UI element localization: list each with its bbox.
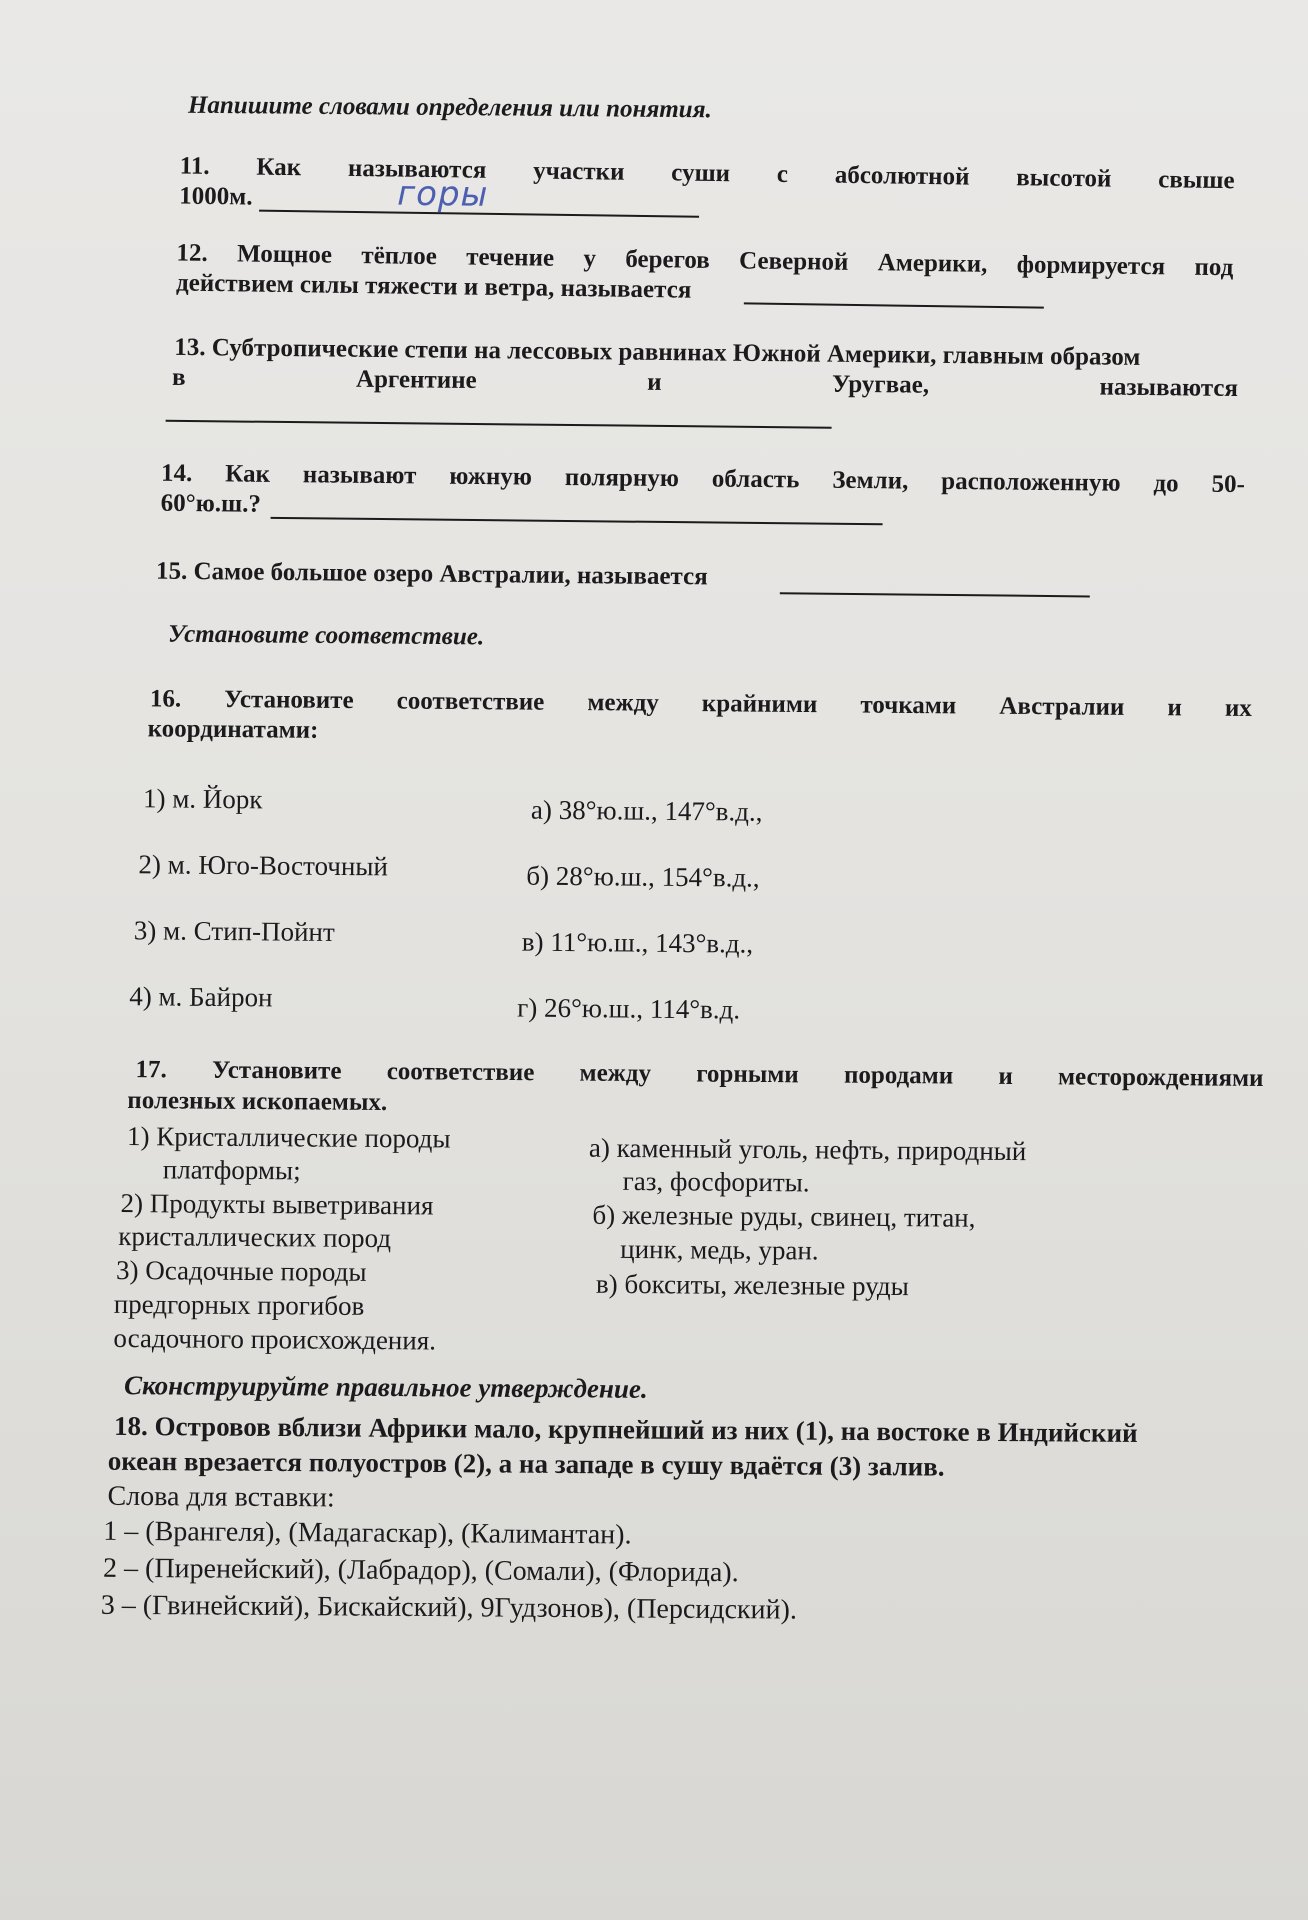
q16-word: крайними <box>701 690 818 719</box>
q16-word: 16. <box>149 685 182 713</box>
q13-answer-line <box>166 420 832 429</box>
q17-left-line: кристаллических пород <box>118 1220 392 1254</box>
q11-word: высотой <box>1016 164 1112 193</box>
q18-words-label: Слова для вставки: <box>107 1480 335 1514</box>
q12-word: Америки, <box>877 249 988 278</box>
q16-line-2: координатами: <box>147 715 319 744</box>
q16-left-item: 1) м. Йорк <box>142 783 263 815</box>
q12-word: Мощное <box>236 240 333 269</box>
q12-word: тёплое <box>361 242 437 271</box>
q17-left-line: 1) Кристаллические породы <box>126 1121 451 1154</box>
q17-left-line: осадочного происхождения. <box>113 1322 437 1356</box>
q17-right-line: газ, фосфориты. <box>622 1165 810 1198</box>
q11-word: абсолютной <box>834 161 970 191</box>
q14-word: полярную <box>564 463 680 493</box>
q14-word: до <box>1153 470 1179 498</box>
q15-text: 15. Самое большое озеро Австралии, называется <box>155 557 708 591</box>
q16-word: их <box>1224 694 1252 722</box>
q16-right-item: а) 38°ю.ш., 147°в.д., <box>530 794 763 827</box>
q17-word: месторождениями <box>1057 1063 1264 1092</box>
q11-handwritten-answer: горы <box>397 173 489 215</box>
q11-word: с <box>776 160 789 189</box>
q14-word: называют <box>302 461 417 490</box>
q17-word: между <box>579 1059 652 1088</box>
q17-left-line: платформы; <box>162 1154 301 1186</box>
q14-word: 50- <box>1211 470 1246 499</box>
section-heading-construct: Сконструируйте правильное утверждение. <box>123 1370 648 1404</box>
q13-word: в <box>171 363 186 391</box>
q17-right-line: в) бокситы, железные руды <box>595 1268 909 1302</box>
q17-right-line: цинк, медь, уран. <box>620 1233 819 1266</box>
q12-answer-line <box>744 302 1044 308</box>
q11-word: участки <box>532 157 625 186</box>
q11-word: свыше <box>1158 166 1235 195</box>
q14-word: Как <box>225 460 271 488</box>
q17-word: породами <box>843 1061 954 1090</box>
q17-word: 17. <box>135 1056 167 1084</box>
q11-word: Как <box>256 153 302 182</box>
q18-line-1: 18. Островов вблизи Африки мало, крупнейший из них (1), на востоке в Индийский <box>113 1410 1138 1448</box>
q17-right-line: а) каменный уголь, нефть, природный <box>588 1132 1027 1167</box>
q16-word: между <box>587 689 659 717</box>
q18-option-line: 2 – (Пиренейский), (Лабрадор), (Сомали), (Флорида). <box>102 1552 739 1589</box>
q16-word: Австралии <box>999 692 1125 721</box>
q12-word: под <box>1194 253 1234 282</box>
q13-line-1: 13. Субтропические степи на лессовых равнинах Южной Америки, главным образом <box>174 333 1141 371</box>
q18-option-line: 1 – (Врангеля), (Мадагаскар), (Калимантан). <box>103 1515 632 1551</box>
q17-line-2: полезных ископаемых. <box>127 1087 388 1117</box>
q12-word: Северной <box>738 247 849 276</box>
q14-line-1 <box>161 460 1245 499</box>
q14-line-2: 60°ю.ш.? <box>160 489 262 518</box>
q17-word: и <box>998 1062 1013 1090</box>
q13-word: называются <box>1099 373 1239 402</box>
q14-answer-line <box>271 517 883 525</box>
q11-word: называются <box>347 154 487 184</box>
q14-word: расположенную <box>941 467 1121 497</box>
q15-answer-line <box>780 592 1090 597</box>
q12-word: формируется <box>1016 251 1166 281</box>
q13-word: и <box>647 368 662 396</box>
q18-line-2: океан врезается полуостров (2), а на западе в сушу вдаётся (3) залив. <box>107 1445 945 1482</box>
q16-right-item: в) 11°ю.ш., 143°в.д., <box>521 926 754 959</box>
q16-word: соответствие <box>396 687 545 716</box>
q16-right-item: б) 28°ю.ш., 154°в.д., <box>526 860 760 893</box>
q17-left-line: 2) Продукты выветривания <box>120 1187 434 1221</box>
q13-word: Уругвае, <box>831 370 930 399</box>
q17-word: Установите <box>211 1056 342 1085</box>
q17-word: горными <box>696 1060 799 1089</box>
q16-word: Установите <box>224 685 354 715</box>
q16-left-item: 3) м. Стип-Пойнт <box>133 915 335 947</box>
q14-word: Земли, <box>832 466 909 495</box>
q14-word: южную <box>449 462 533 491</box>
q16-left-item: 4) м. Байрон <box>129 981 273 1013</box>
q17-left-line: 3) Осадочные породы <box>115 1254 367 1287</box>
q17-word: соответствие <box>386 1058 535 1087</box>
q16-word: и <box>1167 694 1182 722</box>
q11-line-1 <box>179 153 1234 196</box>
section-heading-definitions: Напишите словами определения или понятия. <box>187 91 712 124</box>
section-heading-matching: Установите соответствие. <box>167 620 485 651</box>
q17-right-line: б) железные руды, свинец, титан, <box>592 1199 976 1233</box>
q11-word: суши <box>671 159 731 188</box>
q12-word: у <box>583 245 597 273</box>
q14-word: 14. <box>160 459 193 488</box>
q12-word: течение <box>466 243 555 272</box>
q16-right-item: г) 26°ю.ш., 114°в.д. <box>517 992 741 1025</box>
q11-line-2: 1000м. <box>179 182 253 211</box>
q16-word: точками <box>860 691 957 720</box>
q17-line-1 <box>135 1056 1263 1093</box>
q12-line-2: действием силы тяжести и ветра, называется <box>175 269 692 304</box>
q12-word: 12. <box>176 239 208 267</box>
q13-word: Аргентине <box>355 365 477 395</box>
q18-option-line: 3 – (Гвинейский), Бискайский), 9Гудзонов), (Персидский). <box>100 1589 797 1626</box>
q12-word: берегов <box>625 245 710 274</box>
q14-word: область <box>711 465 800 494</box>
q17-left-line: предгорных прогибов <box>113 1288 365 1321</box>
q11-word: 11. <box>179 152 210 180</box>
q16-left-item: 2) м. Юго-Восточный <box>138 849 389 882</box>
